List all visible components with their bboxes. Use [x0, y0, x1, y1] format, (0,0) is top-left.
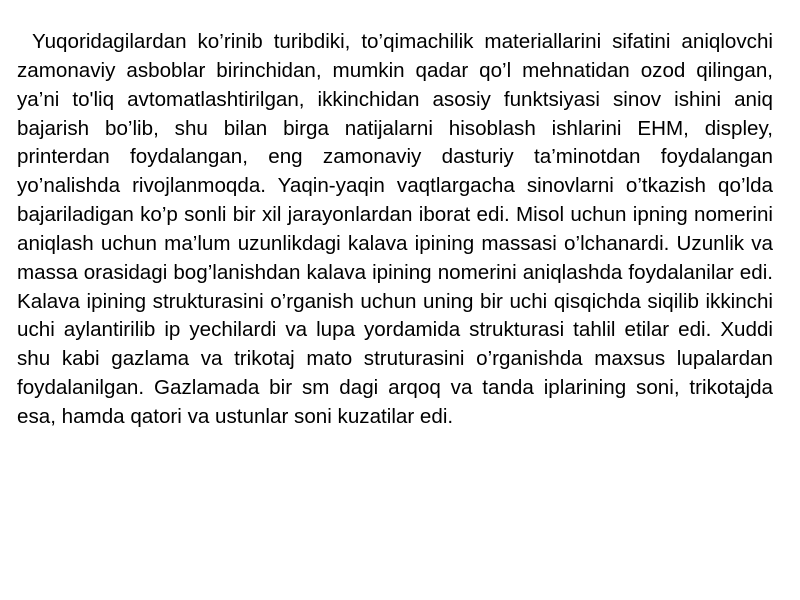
document-page: [17, 28, 773, 432]
body-paragraph: Yuqoridagilardan ko’rinib turibdiki, to’qimachilik materiallarini sifatini aniqlovchi zamonaviy asboblar birinchidan, mumkin qadar qo’l mehnatidan ozod qilingan, ya’ni to'liq avtomatlashtirilgan, ikkinchidan asosiy funktsiyasi sinov ishini aniq bajarish bo’lib, shu bilan birga natijalarni hisoblash ishlarini EHM, displey, printerdan foydalangan, eng zamonaviy dasturiy ta’minotdan foydalangan yo’nalishda rivojlanmoqda. Yaqin-yaqin vaqtlargacha sinovlarni o’tkazish qo’lda bajariladigan ko’p sonli bir xil jarayonlardan iborat edi. Misol uchun ipning nomerini aniqlash uchun ma’lum uzunlikdagi kalava ipining massasi o’lchanardi. Uzunlik va massa orasidagi bog’lanishdan kalava ipining nomerini aniqlashda foydalanilar edi. Kalava ipining strukturasini o’rganish uchun uning bir uchi qisqichda siqilib ikkinchi uchi aylantirilib ip yechilardi va lupa yordamida strukturasi tahlil etilar edi. Xuddi shu kabi gazlama va trikotaj mato struturasini o’rganishda maxsus lupalardan foydalanilgan. Gazlamada bir sm dagi arqoq va tanda iplarining soni, trikotajda esa, hamda qatori va ustunlar soni kuzatilar edi.: [17, 30, 773, 428]
